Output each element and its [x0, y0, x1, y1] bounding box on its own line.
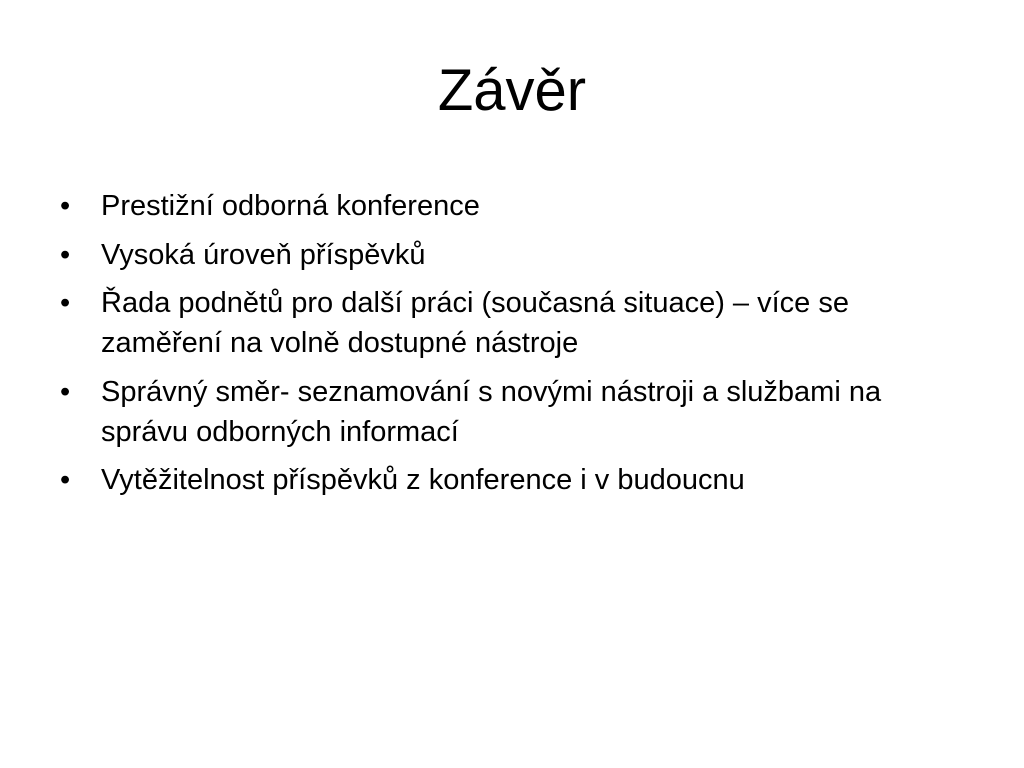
bullet-text: Správný směr- seznamování s novými nástroji a službami na správu odborných informací [101, 375, 882, 448]
bullet-text: Prestižní odborná konference [101, 190, 480, 222]
bullet-icon: • [60, 238, 71, 271]
bullet-text: Vysoká úroveň příspěvků [101, 238, 426, 271]
bullet-text: Řada podnětů pro další práci (současná situace) – více se zaměření na volně dostupné nástroje [101, 287, 849, 359]
bullet-icon: • [60, 464, 71, 496]
bullet-item [58, 235, 958, 275]
bullet-icon: • [60, 287, 71, 319]
bullet-item [58, 460, 958, 500]
bullet-item [58, 372, 958, 452]
bullet-icon: • [60, 190, 71, 222]
bullet-list [58, 186, 958, 509]
bullet-item [58, 186, 958, 226]
bullet-item [58, 283, 958, 363]
bullet-icon: • [60, 375, 71, 408]
slide-title: Závěr [437, 58, 587, 123]
bullet-text: Vytěžitelnost příspěvků z konference i v budoucnu [101, 464, 745, 496]
